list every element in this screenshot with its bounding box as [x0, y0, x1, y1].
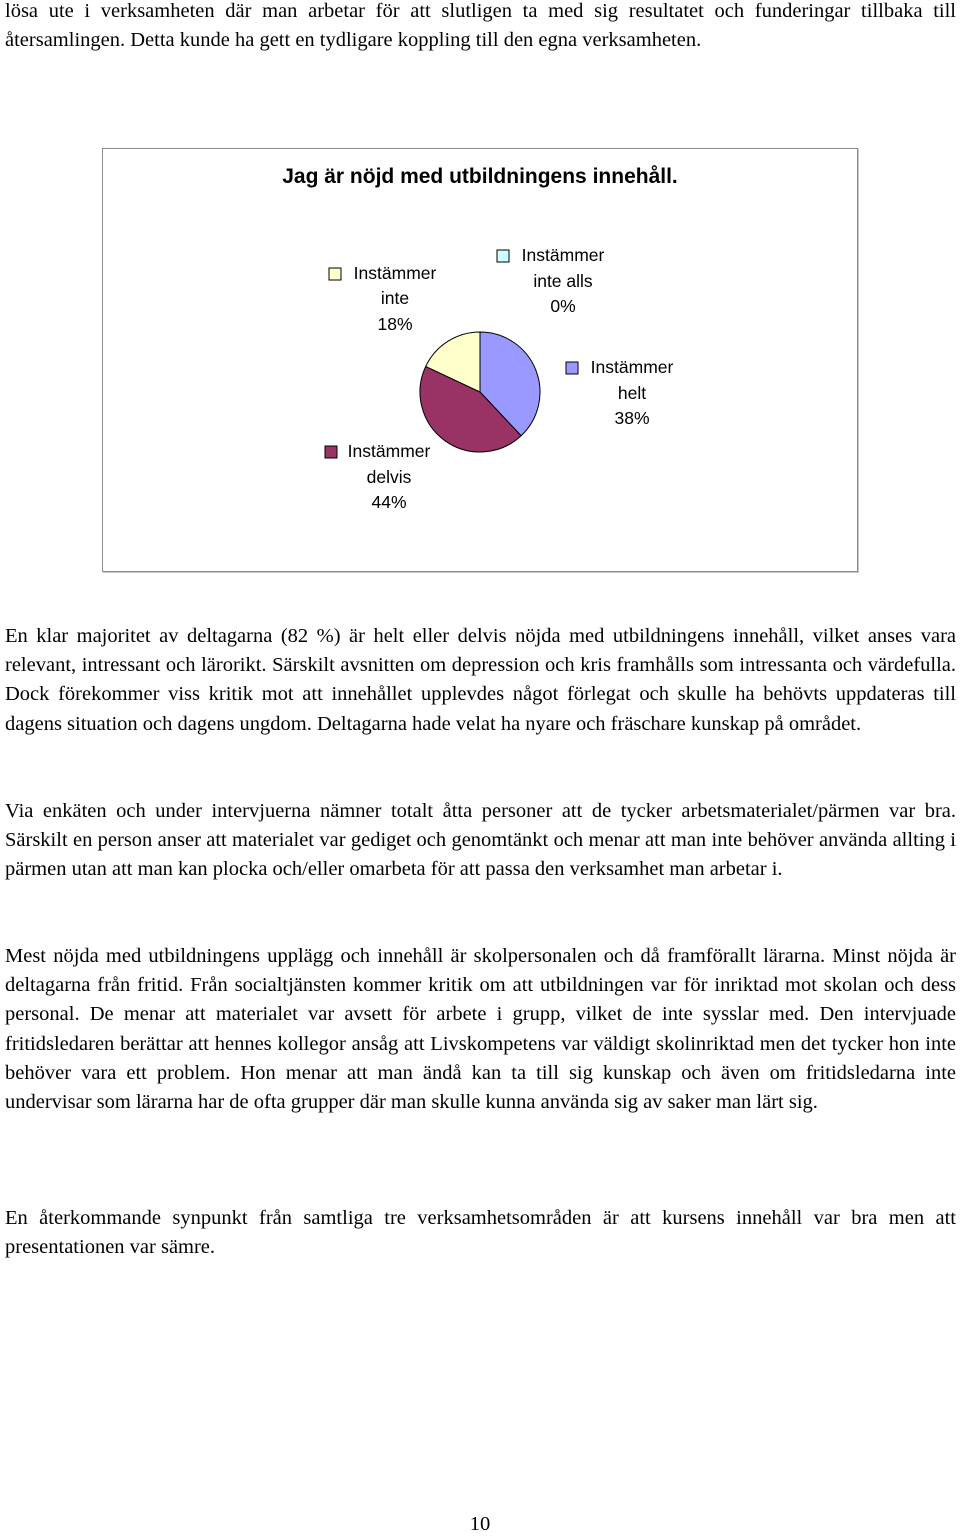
pie-chart	[102, 148, 858, 572]
label-inte-line2: inte	[380, 288, 410, 308]
paragraph-4: En återkommande synpunkt från samtliga tre verksamhetsområden är att kursens innehåll var bra men att presentationen var sämre.	[5, 1207, 956, 1259]
label-inte-alls-line1: Instämmer	[521, 245, 605, 265]
paragraph-3: Mest nöjda med utbildningens upplägg och innehåll är skolpersonalen och då framförallt lärarna. Minst nöjda är deltagarna från fritid. Från socialtjänsten kommer kritik om att utbildningen var för inriktad mot skolan och dess personal. De menar att materialet var avsett för arbete i grupp, vilket de inte sysslar med. Den intervjuade fritidsledaren berättar att hennes kollegor ansåg att Livskompetens var väldigt skolinriktad men det tycker hon inte behöver vara ett problem. Hon menar att man ändå kan ta till sig kunskap och även om fritidsledarna inte undervisar som lärarna har de ofta grupper där man skulle kunna använda sig av saker man lärt sig.	[5, 945, 956, 1114]
label-inte-value: 18%	[377, 314, 413, 334]
label-helt-line2: helt	[617, 383, 647, 403]
label-inte-alls-line2: inte alls	[533, 271, 593, 291]
pie-chart-canvas	[103, 149, 857, 571]
label-delvis-line1: Instämmer	[347, 441, 431, 461]
label-instammer-inte	[329, 263, 436, 334]
label-helt-line1: Instämmer	[590, 357, 674, 377]
page-number: 10	[469, 1513, 491, 1535]
label-delvis-line2: delvis	[366, 467, 412, 487]
label-delvis-value: 44%	[371, 492, 407, 512]
label-inte-alls-value: 0%	[550, 296, 576, 316]
legend-swatch-inte-alls	[497, 250, 509, 262]
legend-swatch-inte	[329, 268, 341, 280]
label-instammer-helt	[566, 357, 673, 428]
chart-title: Jag är nöjd med utbildningens innehåll.	[282, 165, 678, 188]
label-instammer-delvis	[325, 441, 430, 512]
label-instammer-inte-alls	[497, 245, 604, 316]
intro-paragraph: lösa ute i verksamheten där man arbetar för att slutligen ta med sig resultatet och funderingar tillbaka till återsamlingen. Detta kunde ha gett en tydligare koppling till den egna verksamheten.	[5, 0, 956, 52]
label-helt-value: 38%	[614, 408, 650, 428]
paragraph-2: Via enkäten och under intervjuerna nämner totalt åtta personer att de tycker arbetsmaterialet/pärmen var bra. Särskilt en person anser att materialet var gediget och genomtänkt och menar att man inte behöver använda allting i pärmen utan att man kan plocka och/eller omarbeta för att passa den verksamhet man arbetar i.	[5, 800, 956, 881]
label-inte-line1: Instämmer	[353, 263, 437, 283]
legend-swatch-delvis	[325, 446, 337, 458]
paragraph-1: En klar majoritet av deltagarna (82 %) är helt eller delvis nöjda med utbildningens innehåll, vilket anses vara relevant, intressant och lärorikt. Särskilt avsnitten om depression och kris framhålls som intressanta och värdefulla. Dock förekommer viss kritik mot att innehållet upplevdes något förlegat och skulle ha behövts uppdateras till dagens situation och dagens ungdom. Deltagarna hade velat ha nyare och fräschare kunskap på området.	[5, 625, 956, 735]
legend-swatch-helt	[566, 362, 578, 374]
